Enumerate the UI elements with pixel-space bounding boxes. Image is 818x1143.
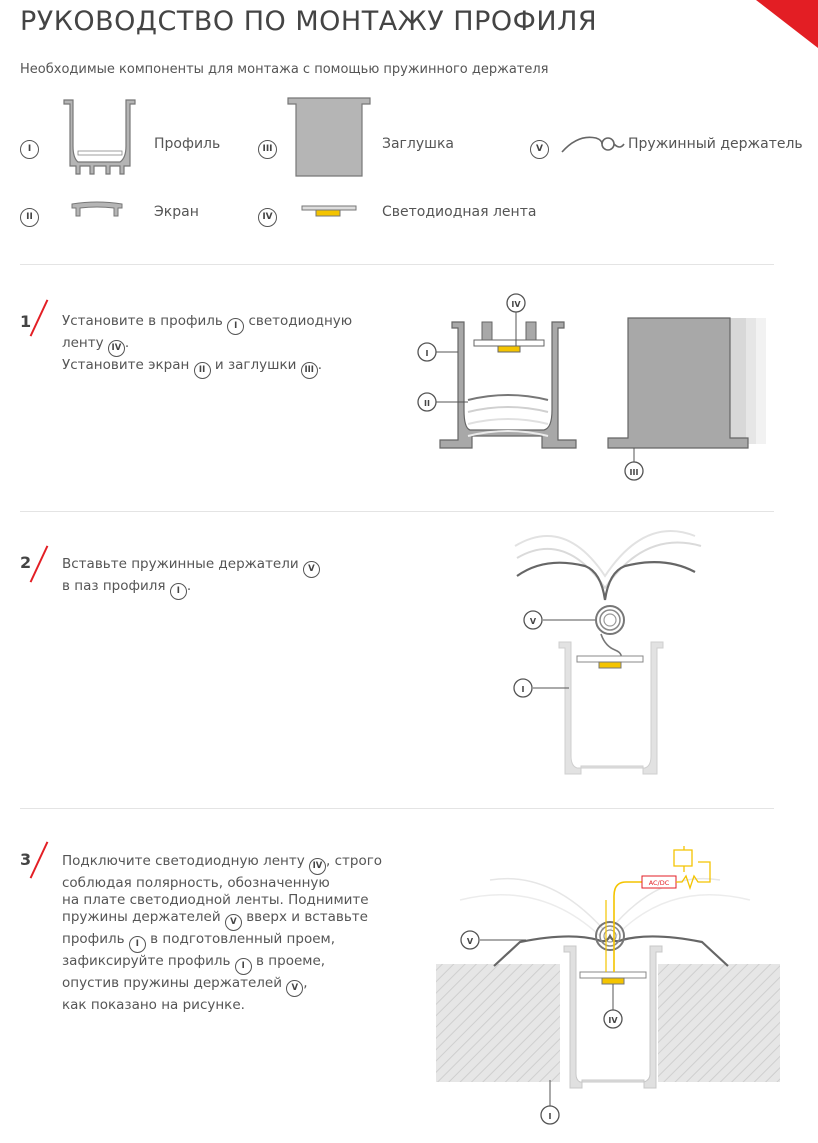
component-num-2: II [20,204,39,227]
step-2-slash [30,545,49,582]
step-1-profile-drawing [440,322,576,448]
step-2-text: Вставьте пружинные держатели V в паз профиля I . [62,556,362,600]
step-2-label-profile: I [521,685,525,694]
step-3-label-driver: AC/DC [648,879,670,887]
component-label-spring-holder: Пружинный держатель [628,136,803,152]
step-1-end-cap-drawing [608,318,766,448]
step-3-diagram [430,840,786,1136]
page-subtitle: Необходимые компоненты для монтажа с помощью пружинного держателя [20,62,549,77]
diffuser-icon [68,200,126,224]
step-1-label-cap: III [629,468,639,477]
divider-1 [20,264,774,265]
step-1-label-diffuser: II [424,399,430,408]
step-3-text: Подключите светодиодную ленту IV , строго соблюдая полярность, обозначенную на плате светодиодной ленты. Поднимите пружины держателей V вверх и вставьте профиль I в подготовленный проем, зафиксируйте профиль I в проеме, опустив пружины держателей V , как показано на рисунке. [62,853,383,1013]
page-title: РУКОВОДСТВО ПО МОНТАЖУ ПРОФИЛЯ [20,6,598,37]
step-3-label-spring: V [466,937,474,946]
step-3-label-led: IV [608,1016,618,1025]
corner-accent [756,0,818,48]
step-2-number: 2 [20,553,32,572]
step-1-label-led: IV [511,300,521,309]
divider-3 [20,808,774,809]
step-1-label-profile: I [425,349,429,358]
component-num-3: III [258,136,277,159]
component-num-1: I [20,136,39,159]
step-3-number: 3 [20,850,32,869]
divider-2 [20,511,774,512]
led-strip-icon [300,204,358,220]
step-3-label-profile: I [548,1112,552,1121]
profile-icon [60,96,140,178]
component-num-4: IV [258,204,277,227]
step-2-diagram [505,516,733,778]
step-1-slash [30,299,49,336]
step-1-diagram [412,290,784,490]
component-num-5: V [530,136,549,159]
step-3-slash [30,841,49,878]
spring-holder-icon [558,128,628,158]
step-1-number: 1 [20,312,32,331]
component-label-diffuser: Экран [154,204,199,220]
step-1-text: Установите в профиль I светодиодную ленту IV . Установите экран II и заглушки III . [62,313,372,379]
component-label-profile: Профиль [154,136,221,152]
end-cap-icon [286,96,372,178]
component-label-led-strip: Светодиодная лента [382,204,537,220]
step-2-label-spring: V [529,617,537,626]
component-label-end-cap: Заглушка [382,136,454,152]
